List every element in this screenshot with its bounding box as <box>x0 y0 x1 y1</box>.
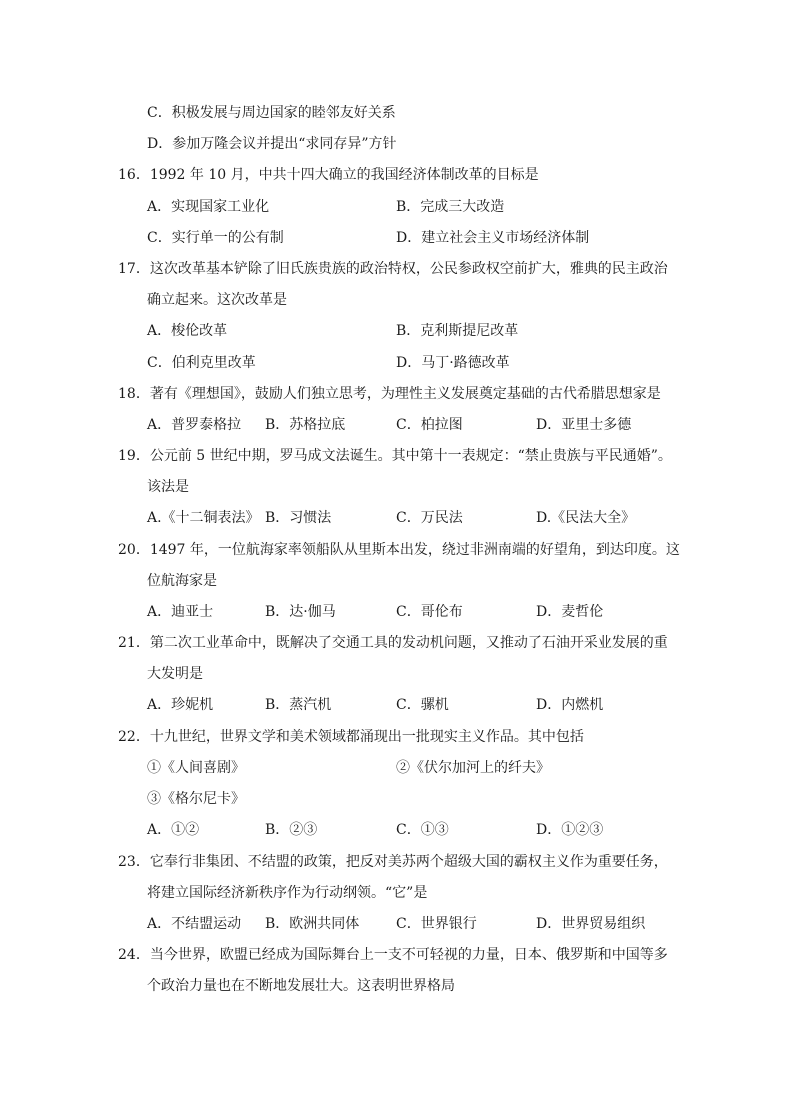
question-20-stem-line1: 20．1497 年，一位航海家率领船队从里斯本出发，绕过非洲南端的好望角，到达印度。这 <box>118 542 680 558</box>
q20-option-b: B．达·伽马 <box>265 604 336 620</box>
question-17-stem-line2: 确立起来。这次改革是 <box>147 292 287 308</box>
q21-option-a: A．珍妮机 <box>147 697 214 713</box>
question-16-stem: 16．1992 年 10 月，中共十四大确立的我国经济体制改革的目标是 <box>118 167 539 183</box>
q19-option-d: D.《民法大全》 <box>536 510 636 526</box>
q23-option-d: D．世界贸易组织 <box>536 916 646 932</box>
q18-option-a: A．普罗泰格拉 <box>147 417 242 433</box>
q18-option-c: C．柏拉图 <box>396 417 463 433</box>
q19-option-c: C．万民法 <box>396 510 463 526</box>
q17-option-b: B．克利斯提尼改革 <box>396 323 519 339</box>
question-17-stem-line1: 17．这次改革基本铲除了旧氏族贵族的政治特权，公民参政权空前扩大，雅典的民主政治 <box>118 261 668 277</box>
q22-option-d: D．①②③ <box>536 822 604 838</box>
q23-option-a: A．不结盟运动 <box>147 916 242 932</box>
question-19-stem-line2: 该法是 <box>147 479 189 495</box>
q21-option-b: B．蒸汽机 <box>265 697 332 713</box>
q21-option-c: C．骡机 <box>396 697 449 713</box>
question-18-stem: 18．著有《理想国》，鼓励人们独立思考，为理性主义发展奠定基础的古代希腊思想家是 <box>118 386 661 402</box>
question-23-stem-line1: 23．它奉行非集团、不结盟的政策，把反对美苏两个超级大国的霸权主义作为重要任务， <box>118 854 668 870</box>
q18-option-b: B．苏格拉底 <box>265 417 346 433</box>
q18-option-d: D．亚里士多德 <box>536 417 632 433</box>
q23-option-b: B．欧洲共同体 <box>265 916 360 932</box>
q16-option-d: D．建立社会主义市场经济体制 <box>396 230 590 246</box>
q20-option-a: A．迪亚士 <box>147 604 214 620</box>
q20-option-c: C．哥伦布 <box>396 604 463 620</box>
question-24-stem-line1: 24．当今世界，欧盟已经成为国际舞台上一支不可轻视的力量，日本、俄罗斯和中国等多 <box>118 947 668 963</box>
q22-option-a: A．①② <box>147 822 200 838</box>
q22-option-c: C．①③ <box>396 822 449 838</box>
q22-option-b: B．②③ <box>265 822 318 838</box>
q19-option-b: B．习惯法 <box>265 510 332 526</box>
prev-option-c: C．积极发展与周边国家的睦邻友好关系 <box>147 105 396 121</box>
q22-item-1: ①《人间喜剧》 <box>147 760 245 776</box>
question-23-stem-line2: 将建立国际经济新秩序作为行动纲领。“它”是 <box>147 885 428 901</box>
q16-option-a: A．实现国家工业化 <box>147 199 270 215</box>
question-21-stem-line2: 大发明是 <box>147 666 203 682</box>
q20-option-d: D．麦哲伦 <box>536 604 604 620</box>
question-21-stem-line1: 21．第二次工业革命中，既解决了交通工具的发动机问题，又推动了石油开采业发展的重 <box>118 635 668 651</box>
question-22-stem: 22．十九世纪，世界文学和美术领域都涌现出一批现实主义作品。其中包括 <box>118 729 584 745</box>
question-24-stem-line2: 个政治力量也在不断地发展壮大。这表明世界格局 <box>147 978 455 994</box>
q17-option-c: C．伯利克里改革 <box>147 355 256 371</box>
q16-option-b: B．完成三大改造 <box>396 199 505 215</box>
q21-option-d: D．内燃机 <box>536 697 604 713</box>
q23-option-c: C．世界银行 <box>396 916 477 932</box>
question-19-stem-line1: 19．公元前 5 世纪中期，罗马成文法诞生。其中第十一表规定：“禁止贵族与平民通婚”。 <box>118 448 672 464</box>
prev-option-d: D．参加万隆会议并提出“求同存异”方针 <box>147 136 397 152</box>
q17-option-d: D．马丁·路德改革 <box>396 355 510 371</box>
q22-item-3: ③《格尔尼卡》 <box>147 791 245 807</box>
question-20-stem-line2: 位航海家是 <box>147 573 217 589</box>
q19-option-a: A.《十二铜表法》 <box>147 510 260 526</box>
q17-option-a: A．梭伦改革 <box>147 323 228 339</box>
q22-item-2: ②《伏尔加河上的纤夫》 <box>396 760 550 776</box>
q16-option-c: C．实行单一的公有制 <box>147 230 284 246</box>
